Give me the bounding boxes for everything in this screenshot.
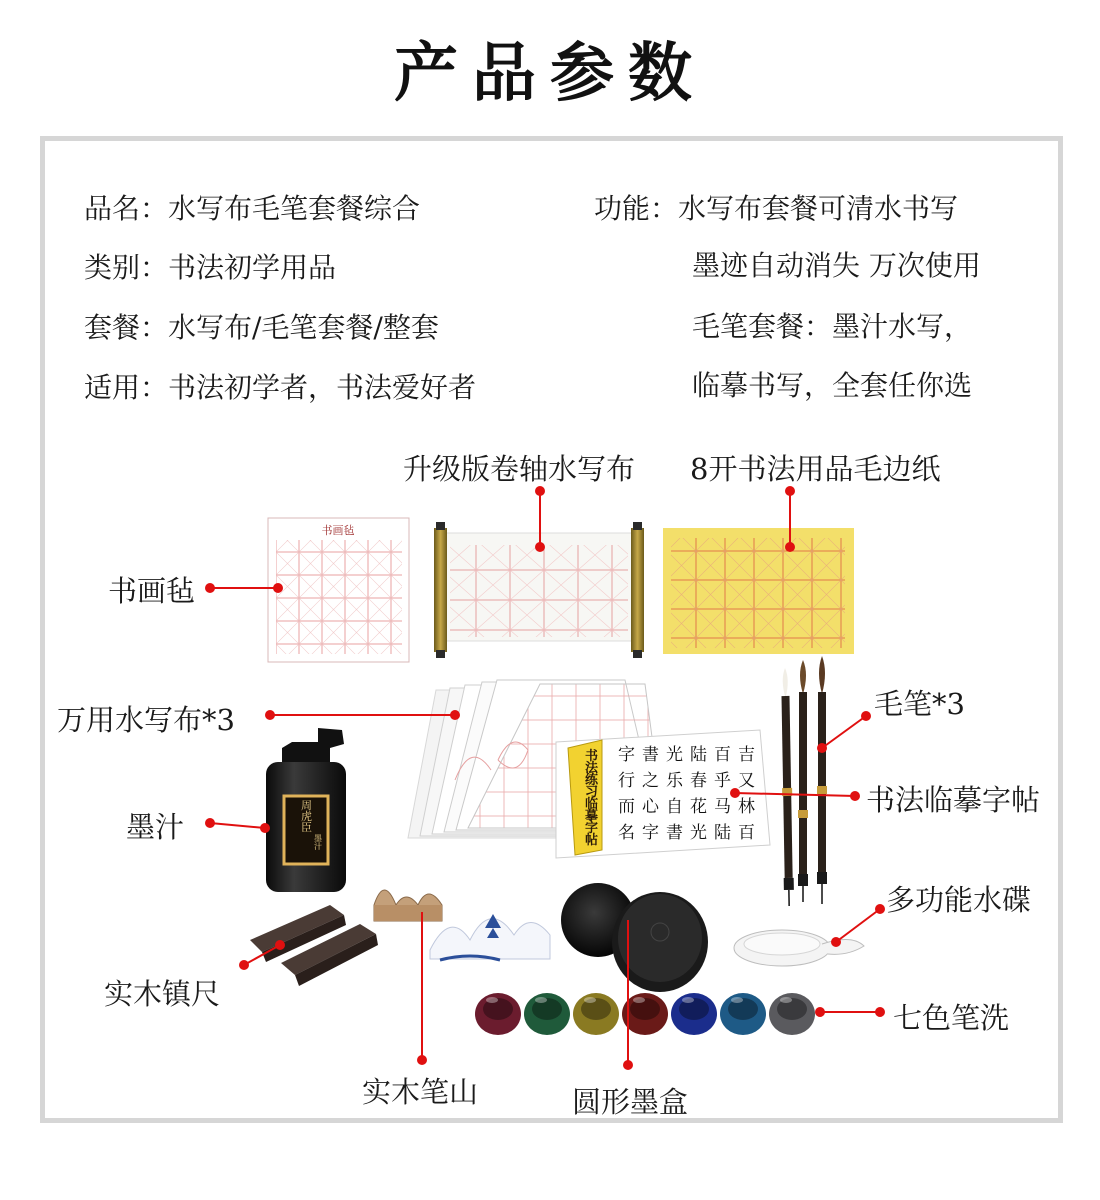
copybook-character: 陆 [690, 745, 707, 765]
wooden-paperweights [250, 905, 378, 986]
label-scroll-water-cloth: 升级版卷轴水写布 [403, 452, 636, 486]
label-brush: 毛笔*3 [874, 687, 965, 721]
ink-bottle [266, 728, 346, 892]
copybook-character: 書 [666, 823, 683, 843]
ink-label-brand: 周虎臣 [299, 799, 313, 833]
copybook-character: 陆 [714, 823, 731, 843]
spec-package: 套餐：水写布/毛笔套餐/整套 [84, 311, 439, 344]
copybook-character: 字 [642, 823, 659, 843]
copybook-character: 春 [690, 771, 707, 791]
label-brush-rest: 实木笔山 [362, 1075, 479, 1109]
copybook-character: 字 [618, 745, 635, 765]
spec-function: 功能：水写布套餐可清水书写 [594, 192, 959, 225]
copybook-character: 乐 [666, 771, 683, 791]
seven-color-washers [475, 993, 815, 1035]
spec-function-3: 毛笔套餐：墨汁水写， [692, 310, 973, 343]
copybook-character: 吉 [738, 745, 755, 765]
copybook-character: 行 [618, 771, 635, 791]
copybook-title-text: 书法练习临摹字帖 [585, 749, 599, 848]
copybook-character: 又 [738, 771, 755, 791]
copybook-character: 之 [642, 771, 659, 791]
spec-category: 类别：书法初学用品 [84, 251, 337, 284]
brush-washer-cup [769, 993, 815, 1035]
label-paperweight: 实木镇尺 [104, 977, 221, 1011]
copybook-character: 光 [690, 823, 707, 843]
label-paper: 8开书法用品毛边纸 [690, 452, 941, 486]
yellow-paper [663, 528, 854, 654]
page-title: 产品参数 [394, 36, 706, 111]
spec-function-4: 临摹书写，全套任你选 [692, 369, 973, 402]
copybook-character: 马 [714, 797, 731, 817]
copybook-character: 花 [690, 797, 707, 817]
porcelain-brush-rest [430, 914, 550, 960]
copybook-character: 乎 [714, 771, 731, 791]
label-felt: 书画毡 [108, 574, 196, 608]
copybook-character: 名 [618, 823, 635, 843]
brush-washer-cup [573, 993, 619, 1035]
brush-washer-cup [671, 993, 717, 1035]
spec-function-2: 墨迹自动消失 万次使用 [692, 249, 981, 282]
copybook-character: 百 [738, 823, 755, 843]
copybook-character: 光 [666, 745, 683, 765]
copybook-character: 書 [642, 745, 659, 765]
felt-mat [268, 518, 409, 662]
copybook-character: 而 [618, 797, 635, 817]
label-brush-washer: 七色笔洗 [893, 1001, 1010, 1035]
felt-title-text: 书画毡 [321, 524, 355, 537]
ink-label-type: 墨汁 [313, 834, 323, 850]
copybook-character: 百 [714, 745, 731, 765]
label-copybook: 书法临摹字帖 [866, 783, 1041, 817]
brush-washer-cup [720, 993, 766, 1035]
spec-product-name: 品名：水写布毛笔套餐综合 [84, 192, 421, 225]
brush-washer-cup [524, 993, 570, 1035]
copybook-character: 林 [738, 797, 755, 817]
label-ink: 墨汁 [126, 810, 185, 844]
brush-set [780, 656, 827, 906]
label-water-cloth: 万用水写布*3 [57, 703, 235, 737]
wooden-brush-rest [374, 890, 442, 921]
brush-washer-cup [475, 993, 521, 1035]
copybook-character: 自 [666, 797, 683, 817]
label-water-dish: 多功能水碟 [886, 883, 1032, 917]
label-ink-box: 圆形墨盒 [572, 1085, 689, 1119]
round-ink-box [561, 883, 708, 992]
copybook-character: 心 [642, 797, 659, 817]
spec-suitable: 适用：书法初学者，书法爱好者 [84, 371, 477, 404]
